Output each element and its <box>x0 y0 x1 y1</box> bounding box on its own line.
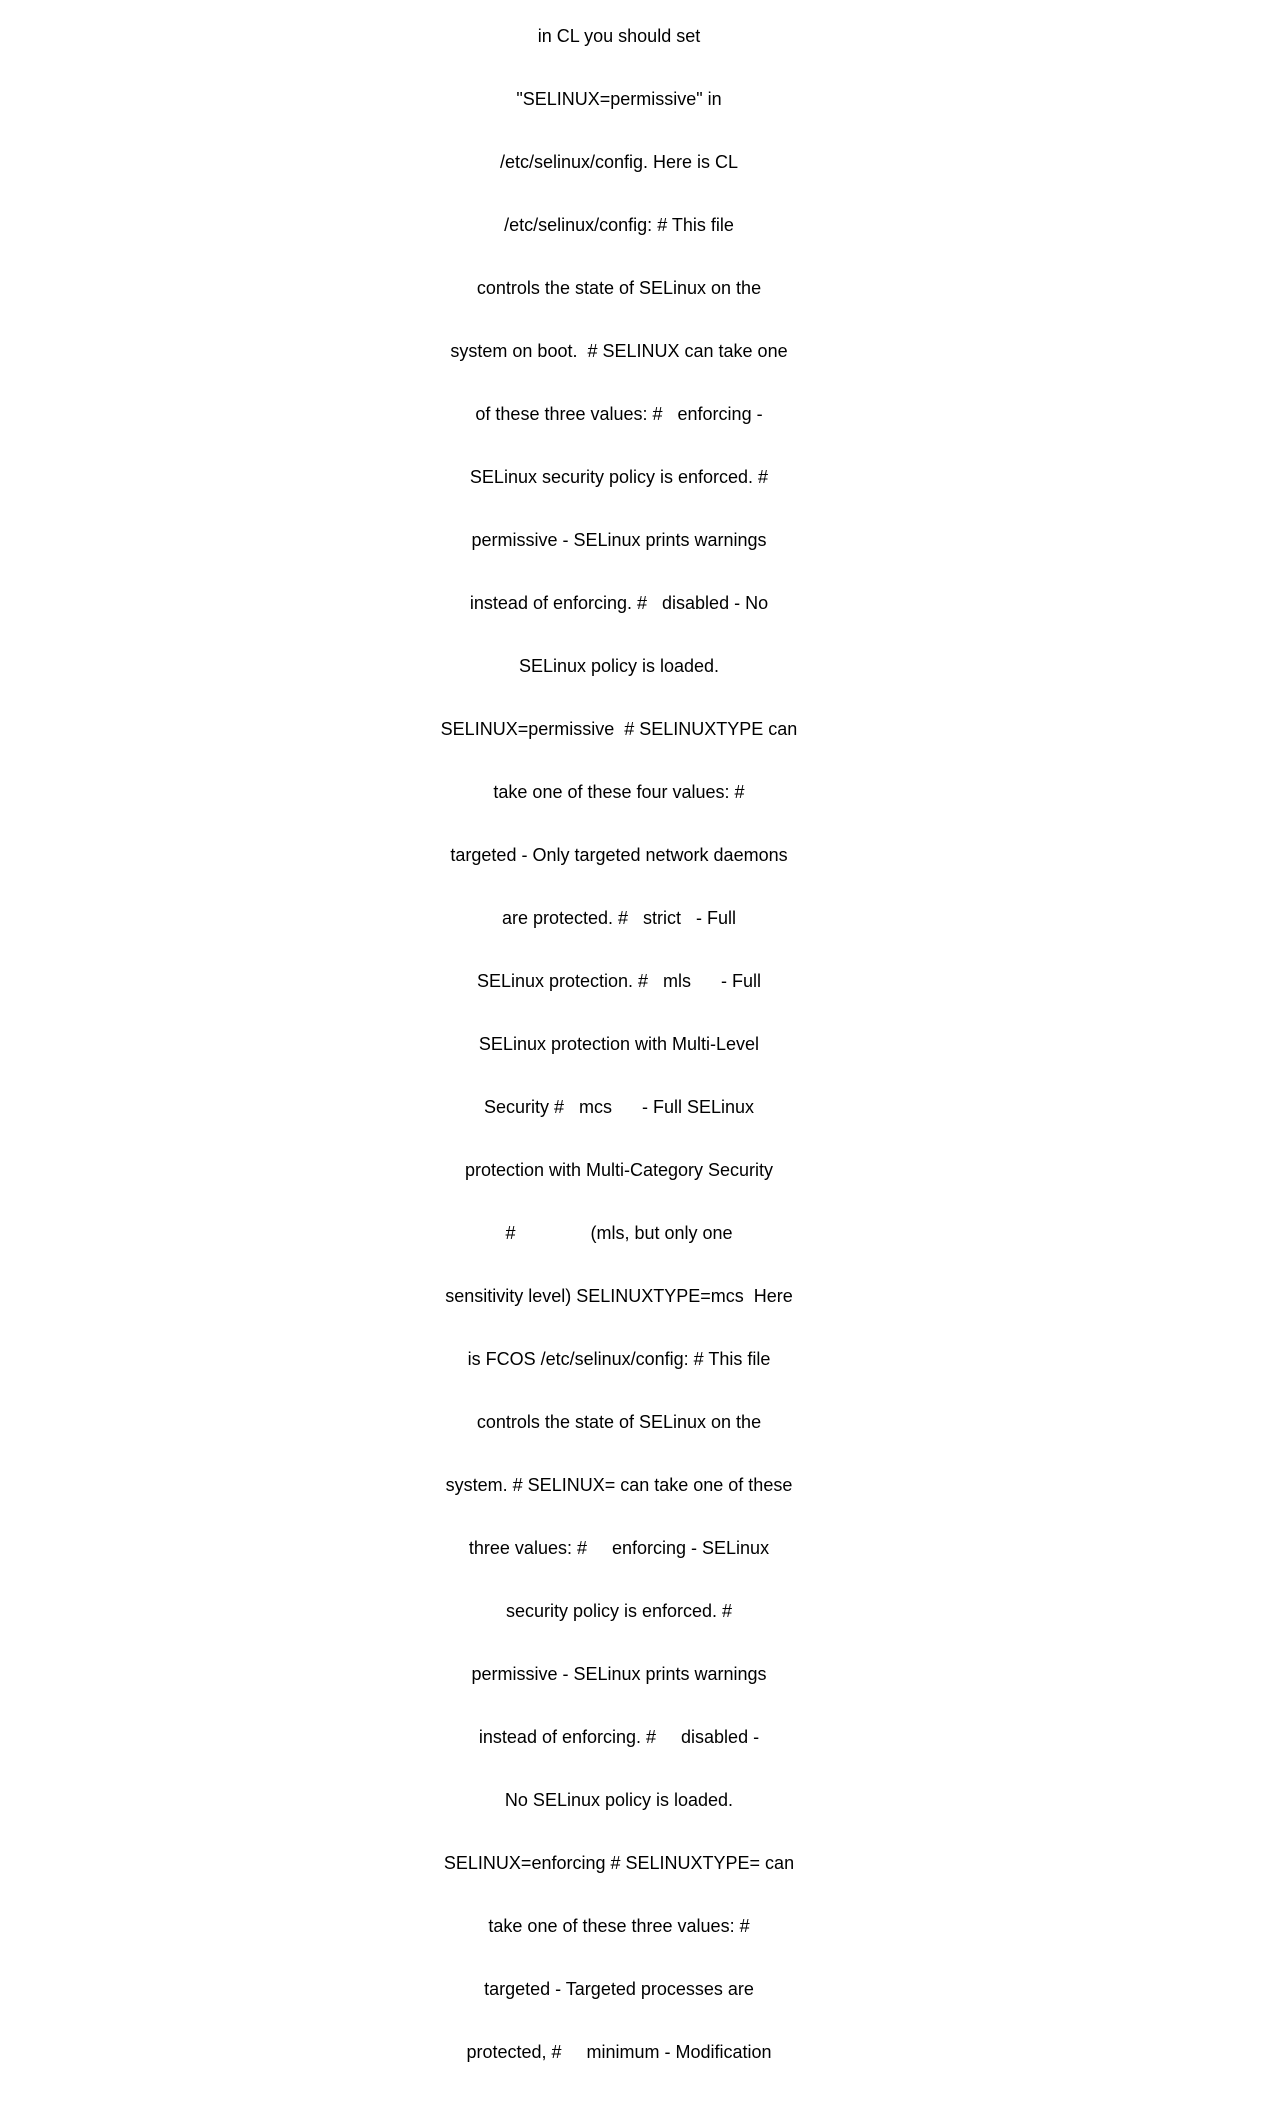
text-line: take one of these four values: # <box>493 782 745 802</box>
text-line: SELinux protection with Multi-Level <box>478 1034 760 1054</box>
text-line: protection with Multi-Category Security <box>464 1160 774 1180</box>
text-line: SELINUX=enforcing # SELINUXTYPE= can <box>443 1853 795 1873</box>
text-line: are protected. # strict - Full <box>501 908 737 928</box>
text-line: /etc/selinux/config: # This file <box>504 215 734 235</box>
text-line: controls the state of SELinux on the <box>476 1412 762 1432</box>
text-line: permissive - SELinux prints warnings <box>471 530 767 550</box>
text-line: sensitivity level) SELINUXTYPE=mcs Here <box>445 1286 793 1306</box>
text-line: system on boot. # SELINUX can take one <box>450 341 788 361</box>
text-line: controls the state of SELinux on the <box>476 278 762 298</box>
text-line: SELinux protection. # mls - Full <box>476 971 762 991</box>
text-line: of these three values: # enforcing - <box>475 404 763 424</box>
text-line: SELinux policy is loaded. <box>518 656 720 676</box>
text-line: system. # SELINUX= can take one of these <box>445 1475 793 1495</box>
document-text <box>440 0 798 2105</box>
text-line: security policy is enforced. # <box>505 1601 733 1621</box>
text-line: instead of enforcing. # disabled - No <box>469 593 769 613</box>
text-line: SELINUX=permissive # SELINUXTYPE can <box>440 719 798 739</box>
text-line: three values: # enforcing - SELinux <box>468 1538 770 1558</box>
text-line: targeted - Targeted processes are <box>484 1979 754 1999</box>
text-line: /etc/selinux/config. Here is CL <box>499 152 739 172</box>
text-line: is FCOS /etc/selinux/config: # This file <box>467 1349 771 1369</box>
text-line: targeted - Only targeted network daemons <box>450 845 788 865</box>
text-line: permissive - SELinux prints warnings <box>471 1664 767 1684</box>
text-line: "SELINUX=permissive" in <box>516 89 722 109</box>
text-line: protected, # minimum - Modification <box>466 2042 772 2062</box>
text-line: SELinux security policy is enforced. # <box>469 467 769 487</box>
text-line: No SELinux policy is loaded. <box>504 1790 734 1810</box>
text-line: instead of enforcing. # disabled - <box>478 1727 760 1747</box>
text-line: # (mls, but only one <box>505 1223 733 1243</box>
text-line: in CL you should set <box>537 26 701 46</box>
text-line: Security # mcs - Full SELinux <box>483 1097 755 1117</box>
text-line: take one of these three values: # <box>488 1916 750 1936</box>
